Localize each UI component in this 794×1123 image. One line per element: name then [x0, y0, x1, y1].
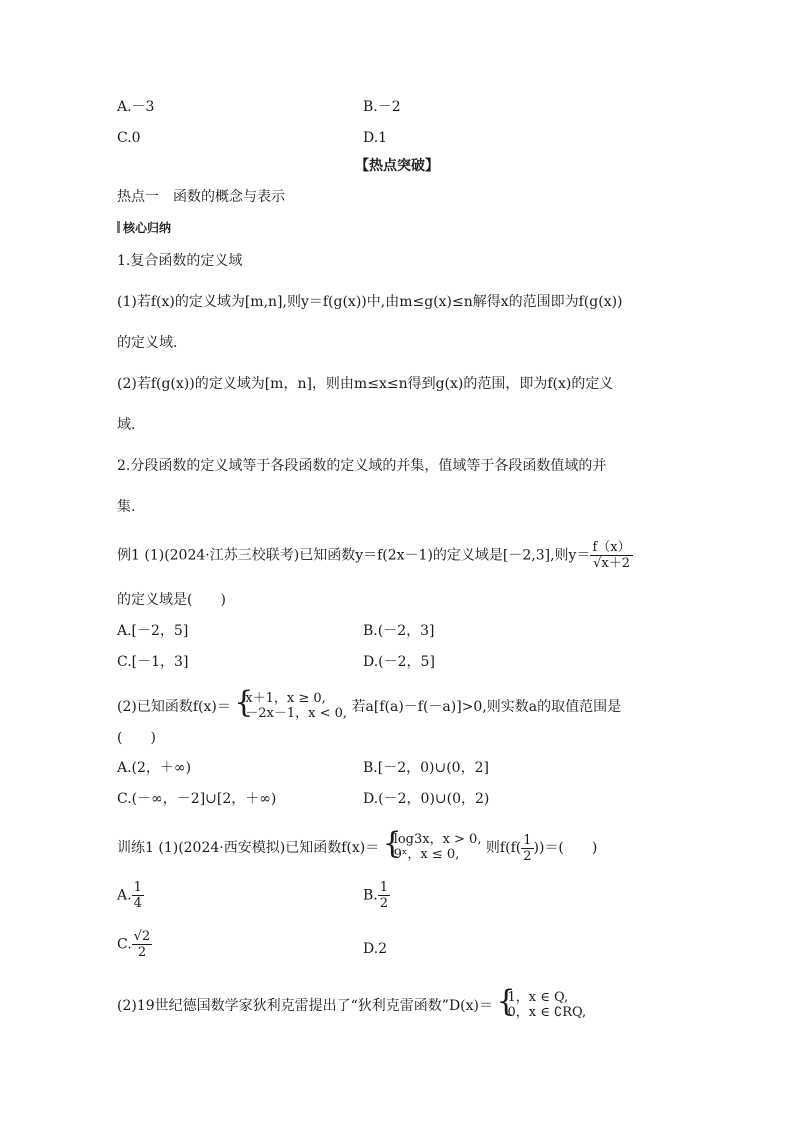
training1-option-b	[363, 880, 390, 911]
point2-line1: 2.分段函数的定义域等于各段函数的定义域的并集，值域等于各段函数值域的并	[117, 458, 607, 474]
fraction-numerator: 1	[133, 880, 142, 895]
example1-q2-option-c: C.(－∞，－2]∪[2，＋∞)	[117, 791, 277, 807]
training1-q1-fraction	[521, 833, 533, 864]
example1-q2-line1	[117, 685, 622, 723]
example1-q2-option-d: D.(－2，0)∪(0，2)	[363, 791, 490, 807]
example1-q2-prefix: (2)已知函数f(x)＝	[117, 699, 231, 715]
training1-q1-line1	[117, 826, 598, 864]
example1-q1-option-a: A.[－2，5]	[117, 623, 189, 639]
brace-icon: {	[382, 826, 402, 861]
fraction-numerator: 1	[379, 880, 389, 895]
fraction-numerator: 1	[523, 832, 532, 848]
case-1: log3x，x > 0,	[393, 832, 482, 847]
case-1: x＋1，x ≥ 0,	[245, 691, 326, 706]
training1-q2-line1	[117, 984, 587, 1022]
example1-q1-line1	[117, 540, 633, 571]
example1-q2-option-b: B.[－2，0)∪(0，2]	[363, 760, 489, 776]
training1-q2-prefix: (2)19世纪德国数学家狄利克雷提出了“狄利克雷函数”D(x)＝	[117, 998, 494, 1014]
piecewise-cases	[496, 984, 587, 1022]
example1-q1-prefix: 例1 (1)(2024·江苏三校联考)已知函数y＝f(2x－1)的定义域是[－2,3],则y＝	[117, 547, 591, 564]
example1-q2-paren: ( )	[117, 730, 156, 746]
example1-q1-option-d: D.(－2，5]	[363, 654, 435, 670]
example1-q1-fraction	[590, 540, 632, 571]
point1-2-line1: (2)若f(g(x))的定义域为[m，n]，则由m≤x≤n得到g(x)的范围，即为f(x)的定义	[117, 376, 614, 392]
hotspot-title: 热点一 函数的概念与表示	[117, 189, 285, 205]
point1-1-line2: 的定义域.	[117, 335, 178, 351]
training1-option-d: D.2	[363, 941, 388, 957]
brace-icon: {	[496, 984, 516, 1019]
prev-option-a: A.－3	[117, 99, 155, 115]
piecewise-cases	[234, 685, 348, 723]
core-label-row	[117, 218, 171, 238]
case-2: 0，x ∈ ∁RQ,	[507, 1005, 587, 1020]
core-label: 核心归纳	[123, 221, 172, 235]
training1-q1-prefix: 训练1 (1)(2024·西安模拟)已知函数f(x)＝	[117, 840, 380, 856]
label-bar	[117, 221, 120, 233]
point1-2-line2: 域.	[117, 417, 136, 433]
fraction-denominator: √x＋2	[593, 556, 630, 571]
training1-q1-mid: 则f(f(	[485, 840, 522, 856]
case-2: －2x－1，x < 0,	[245, 706, 348, 721]
case-1: 1，x ∈ Q,	[507, 990, 569, 1005]
option-label: A.	[117, 887, 132, 904]
prev-option-d: D.1	[363, 130, 388, 146]
brace-icon: {	[234, 685, 254, 720]
option-label: B.	[363, 887, 378, 904]
fraction-denominator: 2	[137, 945, 147, 960]
fraction-denominator: 2	[523, 848, 532, 864]
point2-line2: 集.	[117, 499, 136, 515]
example1-q1-suffix: 的定义域是( )	[117, 592, 226, 608]
option-label: C.	[117, 936, 132, 953]
training1-option-c	[117, 929, 152, 960]
fraction-numerator: f（x）	[592, 540, 631, 555]
prev-option-c: C.0	[117, 130, 141, 146]
piecewise-cases	[382, 826, 482, 864]
option-fraction	[378, 880, 390, 911]
option-fraction	[132, 929, 153, 960]
option-fraction	[132, 880, 144, 911]
example1-q2-option-a: A.(2，＋∞)	[117, 760, 192, 776]
fraction-denominator: 4	[133, 896, 142, 911]
case-2: 9ˣ，x ≤ 0,	[393, 847, 460, 862]
fraction-denominator: 2	[379, 896, 389, 911]
prev-option-b: B.－2	[363, 99, 401, 115]
example1-q1-option-b: B.(－2，3]	[363, 623, 435, 639]
training1-q1-suffix: ))＝( )	[533, 840, 598, 856]
example1-q2-suffix: 若a[f(a)－f(－a)]>0,则实数a的取值范围是	[351, 699, 622, 715]
example1-q1-option-c: C.[－1，3]	[117, 654, 189, 670]
point1-title: 1.复合函数的定义域	[117, 253, 243, 269]
section-title: 【热点突破】	[355, 158, 439, 174]
point1-1-line1: (1)若f(x)的定义域为[m,n],则y＝f(g(x))中,由m≤g(x)≤n解得x的范围即为f(g(x))	[117, 294, 623, 310]
fraction-numerator: √2	[133, 929, 151, 944]
training1-option-a	[117, 880, 144, 911]
